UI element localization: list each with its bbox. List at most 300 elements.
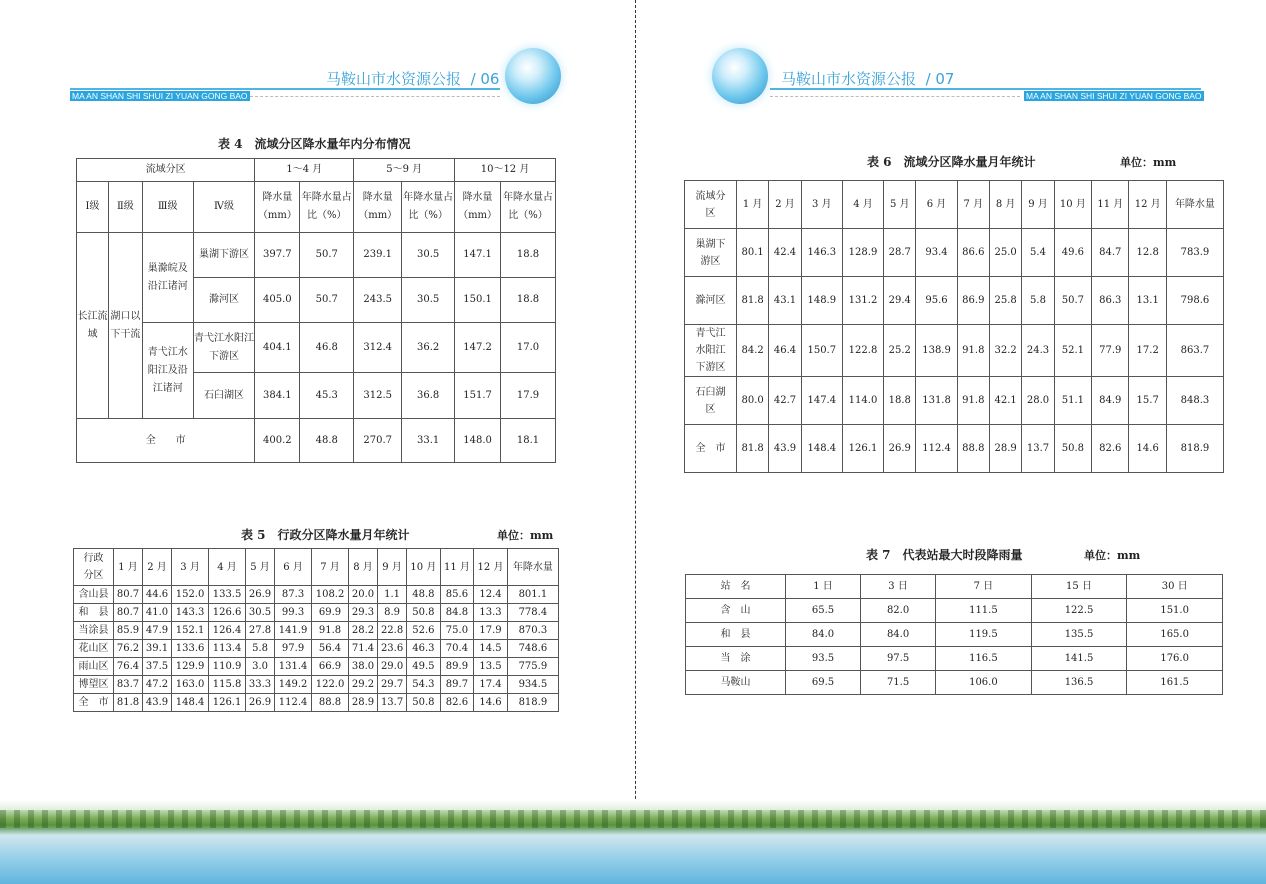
value-cell: 12.8	[1129, 229, 1166, 277]
table-row	[685, 277, 1224, 325]
table7-title: 表 7 代表站最大时段降雨量	[866, 548, 1023, 562]
value-cell: 27.8	[246, 622, 275, 640]
value-cell: 176.0	[1127, 647, 1223, 671]
page-number: / 07	[925, 70, 955, 88]
value-cell: 80.0	[737, 377, 769, 425]
level3-cell: 青弋江水阳江及沿江诸河	[142, 323, 193, 419]
column-header: 9 月	[378, 549, 407, 586]
value-cell: 152.0	[172, 586, 209, 604]
value-cell: 25.0	[989, 229, 1021, 277]
row-label: 花山区	[74, 640, 114, 658]
table4-title: 表 4 流域分区降水量年内分布情况	[218, 137, 411, 151]
value-cell: 112.4	[275, 694, 312, 712]
level1-cell: 长江流域	[77, 233, 109, 419]
value-cell: 86.9	[957, 277, 989, 325]
value-cell: 147.4	[801, 377, 842, 425]
table5-title: 表 5 行政分区降水量月年统计	[241, 528, 410, 542]
value-cell: 148.4	[801, 425, 842, 473]
column-header: 3 月	[801, 181, 842, 229]
value-cell: 146.3	[801, 229, 842, 277]
column-header: 站 名	[686, 575, 786, 599]
column-header: 10 月	[407, 549, 441, 586]
table6-unit: 单位：mm	[1120, 156, 1177, 169]
row-label: 当涂县	[74, 622, 114, 640]
value-cell: 934.5	[507, 676, 558, 694]
subzone-cell: 石臼湖区	[193, 373, 255, 419]
value-cell: 141.9	[275, 622, 312, 640]
value-cell: 8.9	[378, 604, 407, 622]
level3-cell: 巢滁皖及沿江诸河	[142, 233, 193, 323]
value-cell: 84.8	[440, 604, 474, 622]
value-cell: 69.5	[786, 671, 861, 695]
value-cell: 28.7	[884, 229, 916, 277]
header-amount: 降水量（mm）	[455, 182, 501, 233]
total-label: 全 市	[77, 419, 255, 463]
value-cell: 152.1	[172, 622, 209, 640]
page-divider	[635, 0, 636, 884]
row-label: 巢湖下游区	[685, 229, 737, 277]
value-cell: 42.7	[769, 377, 801, 425]
column-header: 8 月	[349, 549, 378, 586]
value-cell: 44.6	[143, 586, 172, 604]
value-cell: 69.9	[312, 604, 349, 622]
value-cell: 126.1	[209, 694, 246, 712]
value-cell: 384.1	[255, 373, 300, 419]
header-pct: 年降水量占比（%）	[300, 182, 354, 233]
value-cell: 77.9	[1092, 325, 1129, 377]
value-cell: 18.8	[501, 233, 556, 278]
value-cell: 30.5	[246, 604, 275, 622]
value-cell: 150.7	[801, 325, 842, 377]
value-cell: 28.2	[349, 622, 378, 640]
table7	[685, 574, 1223, 695]
table-row	[74, 622, 559, 640]
value-cell: 86.3	[1092, 277, 1129, 325]
value-cell: 122.8	[842, 325, 883, 377]
value-cell: 26.9	[246, 694, 275, 712]
table-row	[685, 325, 1224, 377]
report-title: 马鞍山市水资源公报	[781, 70, 917, 88]
value-cell: 84.0	[861, 623, 936, 647]
value-cell: 50.8	[407, 694, 441, 712]
column-header: 7 日	[936, 575, 1032, 599]
water-globe-icon	[505, 48, 561, 104]
table-row	[74, 676, 559, 694]
column-header: 12 月	[474, 549, 508, 586]
value-cell: 75.0	[440, 622, 474, 640]
value-cell: 13.5	[474, 658, 508, 676]
column-header: 30 日	[1127, 575, 1223, 599]
value-cell: 126.6	[209, 604, 246, 622]
value-cell: 29.4	[884, 277, 916, 325]
header-period-3: 10～12 月	[455, 159, 556, 182]
column-header: 4 月	[209, 549, 246, 586]
value-cell: 81.8	[114, 694, 143, 712]
value-cell: 5.4	[1022, 229, 1054, 277]
value-cell: 126.1	[842, 425, 883, 473]
row-label: 雨山区	[74, 658, 114, 676]
value-cell: 84.2	[737, 325, 769, 377]
value-cell: 131.2	[842, 277, 883, 325]
value-cell: 43.1	[769, 277, 801, 325]
value-cell: 30.5	[402, 278, 455, 323]
value-cell: 748.6	[507, 640, 558, 658]
header-zone: 流域分区	[77, 159, 255, 182]
value-cell: 14.6	[1129, 425, 1166, 473]
value-cell: 37.5	[143, 658, 172, 676]
value-cell: 148.0	[455, 419, 501, 463]
value-cell: 122.0	[312, 676, 349, 694]
column-header: 年降水量	[1166, 181, 1223, 229]
value-cell: 28.9	[349, 694, 378, 712]
value-cell: 45.3	[300, 373, 354, 419]
value-cell: 147.1	[455, 233, 501, 278]
value-cell: 83.7	[114, 676, 143, 694]
value-cell: 151.7	[455, 373, 501, 419]
treeline-decoration	[0, 810, 1266, 828]
value-cell: 116.5	[936, 647, 1032, 671]
column-header: 流域分区	[685, 181, 737, 229]
value-cell: 1.1	[378, 586, 407, 604]
table-row	[74, 586, 559, 604]
value-cell: 30.5	[402, 233, 455, 278]
value-cell: 239.1	[354, 233, 402, 278]
value-cell: 17.2	[1129, 325, 1166, 377]
value-cell: 54.3	[407, 676, 441, 694]
value-cell: 404.1	[255, 323, 300, 373]
value-cell: 42.4	[769, 229, 801, 277]
row-label: 滁河区	[685, 277, 737, 325]
value-cell: 91.8	[312, 622, 349, 640]
report-title: 马鞍山市水资源公报	[326, 70, 462, 88]
value-cell: 14.5	[474, 640, 508, 658]
column-header: 10 月	[1054, 181, 1091, 229]
value-cell: 14.6	[474, 694, 508, 712]
value-cell: 28.9	[989, 425, 1021, 473]
header-period-1: 1～4 月	[255, 159, 354, 182]
value-cell: 129.9	[172, 658, 209, 676]
value-cell: 95.6	[916, 277, 957, 325]
table7-unit: 单位：mm	[1084, 549, 1141, 562]
value-cell: 81.8	[737, 425, 769, 473]
column-header: 8 月	[989, 181, 1021, 229]
value-cell: 38.0	[349, 658, 378, 676]
value-cell: 93.4	[916, 229, 957, 277]
value-cell: 870.3	[507, 622, 558, 640]
row-label: 青弋江水阳江下游区	[685, 325, 737, 377]
row-label: 马鞍山	[686, 671, 786, 695]
value-cell: 97.9	[275, 640, 312, 658]
header-period-2: 5～9 月	[354, 159, 455, 182]
value-cell: 312.5	[354, 373, 402, 419]
column-header: 6 月	[916, 181, 957, 229]
value-cell: 48.8	[407, 586, 441, 604]
row-label: 石臼湖区	[685, 377, 737, 425]
table-row	[686, 623, 1223, 647]
header-subtitle: MA AN SHAN SHI SHUI ZI YUAN GONG BAO	[1026, 91, 1202, 101]
value-cell: 25.8	[989, 277, 1021, 325]
value-cell: 50.7	[1054, 277, 1091, 325]
value-cell: 99.3	[275, 604, 312, 622]
value-cell: 5.8	[246, 640, 275, 658]
value-cell: 42.1	[989, 377, 1021, 425]
value-cell: 133.5	[209, 586, 246, 604]
header-row	[686, 575, 1223, 599]
value-cell: 133.6	[172, 640, 209, 658]
value-cell: 39.1	[143, 640, 172, 658]
column-header: 15 日	[1031, 575, 1127, 599]
value-cell: 405.0	[255, 278, 300, 323]
value-cell: 863.7	[1166, 325, 1223, 377]
value-cell: 43.9	[143, 694, 172, 712]
value-cell: 15.7	[1129, 377, 1166, 425]
column-header: 1 月	[114, 549, 143, 586]
value-cell: 106.0	[936, 671, 1032, 695]
value-cell: 397.7	[255, 233, 300, 278]
header-pct: 年降水量占比（%）	[402, 182, 455, 233]
value-cell: 801.1	[507, 586, 558, 604]
value-cell: 23.6	[378, 640, 407, 658]
value-cell: 70.4	[440, 640, 474, 658]
column-header: 年降水量	[507, 549, 558, 586]
value-cell: 17.9	[474, 622, 508, 640]
value-cell: 143.3	[172, 604, 209, 622]
value-cell: 13.7	[378, 694, 407, 712]
table-row	[685, 425, 1224, 473]
table-row	[74, 640, 559, 658]
value-cell: 161.5	[1127, 671, 1223, 695]
value-cell: 50.7	[300, 233, 354, 278]
table-row	[74, 658, 559, 676]
value-cell: 400.2	[255, 419, 300, 463]
value-cell: 141.5	[1031, 647, 1127, 671]
value-cell: 97.5	[861, 647, 936, 671]
value-cell: 36.2	[402, 323, 455, 373]
table-row	[74, 694, 559, 712]
value-cell: 81.8	[737, 277, 769, 325]
header-level-3: Ⅲ级	[142, 182, 193, 233]
column-header: 12 月	[1129, 181, 1166, 229]
value-cell: 82.6	[440, 694, 474, 712]
value-cell: 33.3	[246, 676, 275, 694]
value-cell: 20.0	[349, 586, 378, 604]
row-label: 全 市	[685, 425, 737, 473]
table-row	[685, 377, 1224, 425]
row-label: 和 县	[686, 623, 786, 647]
column-header: 4 月	[842, 181, 883, 229]
value-cell: 66.9	[312, 658, 349, 676]
value-cell: 163.0	[172, 676, 209, 694]
value-cell: 115.8	[209, 676, 246, 694]
value-cell: 29.3	[349, 604, 378, 622]
value-cell: 29.2	[349, 676, 378, 694]
column-header: 7 月	[312, 549, 349, 586]
header-amount: 降水量（mm）	[255, 182, 300, 233]
row-label: 全 市	[74, 694, 114, 712]
value-cell: 131.4	[275, 658, 312, 676]
value-cell: 88.8	[312, 694, 349, 712]
header-amount: 降水量（mm）	[354, 182, 402, 233]
table6	[684, 180, 1224, 473]
column-header: 2 月	[769, 181, 801, 229]
value-cell: 87.3	[275, 586, 312, 604]
value-cell: 126.4	[209, 622, 246, 640]
column-header: 3 月	[172, 549, 209, 586]
value-cell: 17.0	[501, 323, 556, 373]
value-cell: 111.5	[936, 599, 1032, 623]
column-header: 7 月	[957, 181, 989, 229]
value-cell: 49.6	[1054, 229, 1091, 277]
table4	[76, 158, 556, 463]
value-cell: 80.1	[737, 229, 769, 277]
value-cell: 76.4	[114, 658, 143, 676]
value-cell: 26.9	[246, 586, 275, 604]
value-cell: 243.5	[354, 278, 402, 323]
header-dash	[250, 96, 500, 97]
value-cell: 84.0	[786, 623, 861, 647]
table5-unit: 单位：mm	[497, 529, 554, 542]
value-cell: 89.9	[440, 658, 474, 676]
value-cell: 47.2	[143, 676, 172, 694]
value-cell: 50.7	[300, 278, 354, 323]
value-cell: 50.8	[1054, 425, 1091, 473]
value-cell: 17.4	[474, 676, 508, 694]
value-cell: 138.9	[916, 325, 957, 377]
value-cell: 18.1	[501, 419, 556, 463]
value-cell: 48.8	[300, 419, 354, 463]
header-level-2: Ⅱ级	[108, 182, 142, 233]
value-cell: 25.2	[884, 325, 916, 377]
value-cell: 84.7	[1092, 229, 1129, 277]
level2-cell: 湖口以下干流	[108, 233, 142, 419]
value-cell: 312.4	[354, 323, 402, 373]
value-cell: 46.8	[300, 323, 354, 373]
value-cell: 86.6	[957, 229, 989, 277]
header-subtitle: MA AN SHAN SHI SHUI ZI YUAN GONG BAO	[72, 91, 248, 101]
value-cell: 165.0	[1127, 623, 1223, 647]
table-row	[686, 671, 1223, 695]
column-header: 5 月	[246, 549, 275, 586]
header-row	[685, 181, 1224, 229]
table-row	[686, 647, 1223, 671]
table-row	[74, 604, 559, 622]
table-row	[686, 599, 1223, 623]
value-cell: 5.8	[1022, 277, 1054, 325]
value-cell: 148.4	[172, 694, 209, 712]
value-cell: 112.4	[916, 425, 957, 473]
value-cell: 41.0	[143, 604, 172, 622]
value-cell: 93.5	[786, 647, 861, 671]
value-cell: 818.9	[1166, 425, 1223, 473]
value-cell: 848.3	[1166, 377, 1223, 425]
value-cell: 51.1	[1054, 377, 1091, 425]
subzone-cell: 滁河区	[193, 278, 255, 323]
column-header: 9 月	[1022, 181, 1054, 229]
value-cell: 18.8	[501, 278, 556, 323]
value-cell: 119.5	[936, 623, 1032, 647]
value-cell: 22.8	[378, 622, 407, 640]
value-cell: 91.8	[957, 325, 989, 377]
value-cell: 80.7	[114, 604, 143, 622]
value-cell: 29.0	[378, 658, 407, 676]
value-cell: 108.2	[312, 586, 349, 604]
row-label: 当 涂	[686, 647, 786, 671]
value-cell: 3.0	[246, 658, 275, 676]
value-cell: 775.9	[507, 658, 558, 676]
column-header: 11 月	[1092, 181, 1129, 229]
column-header: 3 日	[861, 575, 936, 599]
value-cell: 49.5	[407, 658, 441, 676]
value-cell: 84.9	[1092, 377, 1129, 425]
water-globe-icon	[712, 48, 768, 104]
value-cell: 818.9	[507, 694, 558, 712]
value-cell: 71.4	[349, 640, 378, 658]
header-level-1: Ⅰ级	[77, 182, 109, 233]
subzone-cell: 青弋江水阳江下游区	[193, 323, 255, 373]
row-label: 含山县	[74, 586, 114, 604]
value-cell: 47.9	[143, 622, 172, 640]
value-cell: 52.6	[407, 622, 441, 640]
value-cell: 13.7	[1022, 425, 1054, 473]
header-pct: 年降水量占比（%）	[501, 182, 556, 233]
column-header: 1 日	[786, 575, 861, 599]
value-cell: 13.1	[1129, 277, 1166, 325]
value-cell: 32.2	[989, 325, 1021, 377]
value-cell: 148.9	[801, 277, 842, 325]
value-cell: 89.7	[440, 676, 474, 694]
row-label: 博望区	[74, 676, 114, 694]
value-cell: 36.8	[402, 373, 455, 419]
value-cell: 80.7	[114, 586, 143, 604]
value-cell: 76.2	[114, 640, 143, 658]
value-cell: 43.9	[769, 425, 801, 473]
value-cell: 12.4	[474, 586, 508, 604]
value-cell: 85.6	[440, 586, 474, 604]
value-cell: 18.8	[884, 377, 916, 425]
header-row	[74, 549, 559, 586]
value-cell: 798.6	[1166, 277, 1223, 325]
value-cell: 82.6	[1092, 425, 1129, 473]
column-header: 1 月	[737, 181, 769, 229]
value-cell: 91.8	[957, 377, 989, 425]
value-cell: 33.1	[402, 419, 455, 463]
value-cell: 270.7	[354, 419, 402, 463]
value-cell: 147.2	[455, 323, 501, 373]
value-cell: 783.9	[1166, 229, 1223, 277]
row-label: 含 山	[686, 599, 786, 623]
value-cell: 46.3	[407, 640, 441, 658]
value-cell: 46.4	[769, 325, 801, 377]
value-cell: 29.7	[378, 676, 407, 694]
value-cell: 114.0	[842, 377, 883, 425]
value-cell: 151.0	[1127, 599, 1223, 623]
column-header: 5 月	[884, 181, 916, 229]
value-cell: 24.3	[1022, 325, 1054, 377]
value-cell: 149.2	[275, 676, 312, 694]
header-rule	[70, 88, 500, 90]
column-header: 6 月	[275, 549, 312, 586]
value-cell: 56.4	[312, 640, 349, 658]
subzone-cell: 巢湖下游区	[193, 233, 255, 278]
header-rule	[770, 88, 1201, 90]
header-dash	[770, 96, 1020, 97]
value-cell: 128.9	[842, 229, 883, 277]
value-cell: 52.1	[1054, 325, 1091, 377]
value-cell: 71.5	[861, 671, 936, 695]
value-cell: 85.9	[114, 622, 143, 640]
value-cell: 150.1	[455, 278, 501, 323]
value-cell: 17.9	[501, 373, 556, 419]
